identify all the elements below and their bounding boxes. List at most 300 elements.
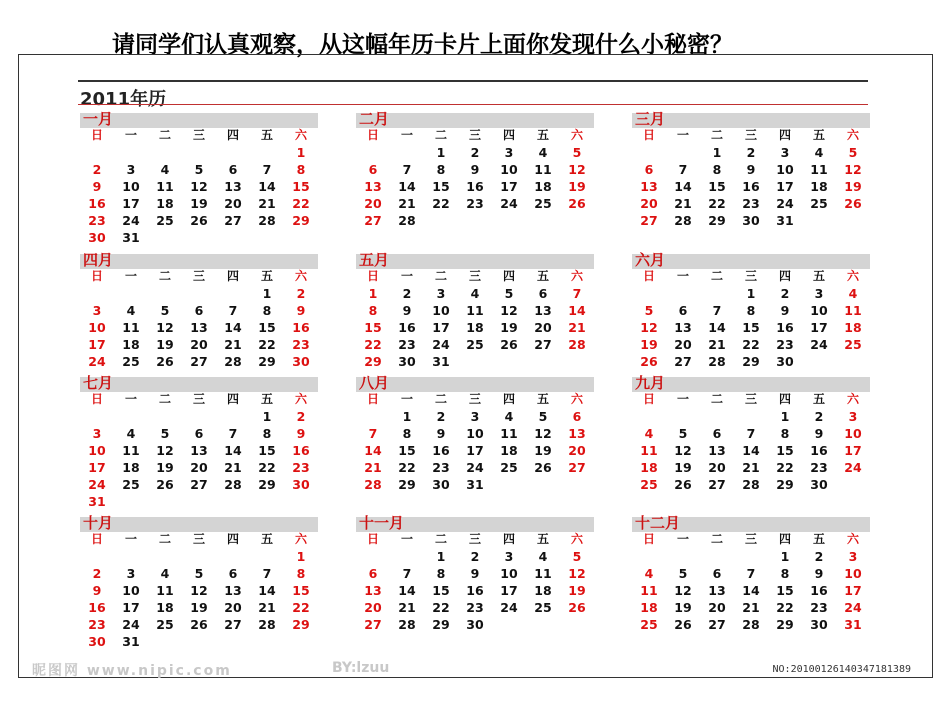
empty-cell	[182, 285, 216, 302]
day-cell: 11	[640, 443, 658, 458]
day-cell: 9	[470, 566, 480, 581]
day-cell: 18	[810, 179, 828, 194]
day-cell: 24	[844, 460, 862, 475]
weekday-label: 六	[570, 532, 583, 546]
day-cell: 1	[368, 286, 378, 301]
empty-cell	[700, 285, 734, 302]
weekday-label: 二	[158, 392, 171, 406]
day-cell: 14	[742, 583, 760, 598]
day-cell: 12	[156, 320, 174, 335]
day-cell: 3	[126, 162, 136, 177]
day-cell: 4	[538, 549, 548, 564]
month-header	[356, 514, 594, 532]
weekday-label: 五	[812, 392, 825, 406]
day-cell: 12	[844, 162, 862, 177]
day-cell: 15	[292, 179, 310, 194]
empty-cell	[148, 548, 182, 565]
day-cell: 1	[262, 286, 272, 301]
day-cell: 15	[776, 443, 794, 458]
day-cell: 26	[568, 196, 586, 211]
day-cell: 1	[296, 145, 306, 160]
day-cell: 24	[432, 337, 450, 352]
weekday-label: 三	[468, 269, 481, 283]
weekday-label: 一	[400, 128, 413, 142]
day-cell: 1	[436, 549, 446, 564]
day-cell: 17	[844, 583, 862, 598]
weekday-label: 六	[846, 128, 859, 142]
day-cell: 16	[466, 583, 484, 598]
day-cell: 11	[810, 162, 828, 177]
day-cell: 25	[466, 337, 484, 352]
day-cell: 18	[156, 196, 174, 211]
day-cell: 3	[436, 286, 446, 301]
weekday-label: 二	[710, 269, 723, 283]
day-cell: 16	[432, 443, 450, 458]
day-cell: 23	[810, 460, 828, 475]
weekday-label: 二	[710, 532, 723, 546]
day-cell: 29	[292, 213, 310, 228]
weekday-label: 三	[468, 128, 481, 142]
day-cell: 22	[708, 196, 726, 211]
day-cell: 13	[190, 443, 208, 458]
day-cell: 28	[258, 617, 276, 632]
day-cell: 28	[398, 617, 416, 632]
day-cell: 21	[742, 600, 760, 615]
weekday-label: 六	[570, 392, 583, 406]
empty-cell	[666, 144, 700, 161]
month-header	[80, 110, 318, 128]
day-cell: 28	[224, 354, 242, 369]
day-cell: 20	[568, 443, 586, 458]
weekday-label: 三	[192, 392, 205, 406]
day-cell: 26	[674, 617, 692, 632]
weekday-label: 二	[434, 128, 447, 142]
weekday-label: 一	[676, 532, 689, 546]
weekday-label: 三	[744, 532, 757, 546]
empty-cell	[632, 548, 666, 565]
weekday-label: 四	[226, 128, 239, 142]
month-header	[356, 110, 594, 128]
empty-cell	[114, 408, 148, 425]
day-cell: 20	[190, 460, 208, 475]
month-name: 二月	[359, 110, 390, 128]
day-cell: 16	[88, 600, 106, 615]
day-cell: 11	[466, 303, 484, 318]
day-cell: 6	[538, 286, 548, 301]
day-cell: 3	[126, 566, 136, 581]
month-block	[356, 514, 594, 647]
day-cell: 15	[364, 320, 382, 335]
weekday-label: 二	[158, 269, 171, 283]
day-cell: 26	[500, 337, 518, 352]
day-cell: 10	[88, 443, 106, 458]
month-block	[356, 110, 594, 243]
weekday-label: 三	[744, 128, 757, 142]
weekday-label: 五	[260, 128, 273, 142]
day-cell: 2	[814, 549, 824, 564]
weekday-label: 三	[468, 532, 481, 546]
day-cell: 22	[292, 196, 310, 211]
empty-cell	[80, 285, 114, 302]
day-cell: 27	[708, 477, 726, 492]
weekday-label: 二	[710, 128, 723, 142]
day-cell: 4	[126, 303, 136, 318]
weekday-label: 五	[260, 532, 273, 546]
day-cell: 1	[296, 549, 306, 564]
day-cell: 24	[500, 196, 518, 211]
day-cell: 3	[848, 409, 858, 424]
weekday-label: 一	[124, 392, 137, 406]
weekday-label: 五	[536, 392, 549, 406]
day-cell: 15	[258, 320, 276, 335]
day-cell: 22	[364, 337, 382, 352]
day-cell: 10	[88, 320, 106, 335]
weekday-label: 六	[570, 128, 583, 142]
day-cell: 7	[368, 426, 378, 441]
day-cell: 12	[674, 443, 692, 458]
day-cell: 24	[88, 354, 106, 369]
day-cell: 6	[712, 426, 722, 441]
day-cell: 16	[292, 443, 310, 458]
day-cell: 29	[292, 617, 310, 632]
day-cell: 12	[500, 303, 518, 318]
day-cell: 21	[258, 196, 276, 211]
empty-cell	[390, 144, 424, 161]
day-cell: 10	[844, 566, 862, 581]
day-cell: 3	[504, 549, 514, 564]
day-cell: 5	[194, 162, 204, 177]
day-cell: 4	[848, 286, 858, 301]
question-text: 请同学们认真观察，从这幅年历卡片上面你发现什么小秘密？	[112, 32, 733, 58]
day-cell: 4	[470, 286, 480, 301]
month-block	[80, 110, 318, 245]
day-cell: 15	[742, 320, 760, 335]
day-cell: 25	[534, 196, 552, 211]
day-cell: 13	[224, 583, 242, 598]
weekday-label: 四	[778, 392, 791, 406]
month-name: 九月	[635, 374, 666, 392]
day-cell: 18	[500, 443, 518, 458]
day-cell: 6	[712, 566, 722, 581]
day-grid	[632, 391, 870, 493]
day-cell: 29	[708, 213, 726, 228]
day-cell: 2	[402, 286, 412, 301]
day-cell: 13	[364, 179, 382, 194]
empty-cell	[666, 408, 700, 425]
day-cell: 16	[776, 320, 794, 335]
day-cell: 30	[292, 477, 310, 492]
day-cell: 21	[674, 196, 692, 211]
weekday-label: 日	[642, 269, 655, 283]
day-cell: 10	[432, 303, 450, 318]
day-cell: 14	[674, 179, 692, 194]
day-cell: 17	[88, 460, 106, 475]
day-cell: 3	[504, 145, 514, 160]
day-cell: 10	[122, 583, 140, 598]
day-cell: 2	[814, 409, 824, 424]
day-cell: 9	[436, 426, 446, 441]
day-grid	[632, 127, 870, 229]
weekday-label: 六	[294, 392, 307, 406]
day-cell: 23	[88, 213, 106, 228]
empty-cell	[356, 548, 390, 565]
day-cell: 8	[262, 303, 272, 318]
day-cell: 11	[500, 426, 518, 441]
weekday-label: 六	[570, 269, 583, 283]
day-cell: 25	[810, 196, 828, 211]
day-cell: 23	[742, 196, 760, 211]
day-cell: 9	[814, 426, 824, 441]
empty-cell	[632, 408, 666, 425]
day-cell: 30	[776, 354, 794, 369]
month-name: 四月	[83, 251, 114, 269]
day-cell: 9	[92, 583, 102, 598]
weekday-label: 一	[676, 269, 689, 283]
day-cell: 17	[500, 583, 518, 598]
day-cell: 4	[126, 426, 136, 441]
empty-cell	[182, 408, 216, 425]
empty-cell	[356, 144, 390, 161]
title-rule	[78, 80, 868, 82]
day-cell: 20	[708, 460, 726, 475]
day-cell: 8	[436, 566, 446, 581]
weekday-label: 六	[846, 269, 859, 283]
weekday-label: 六	[846, 532, 859, 546]
day-cell: 19	[500, 320, 518, 335]
day-cell: 31	[432, 354, 450, 369]
day-cell: 11	[156, 179, 174, 194]
day-cell: 12	[190, 179, 208, 194]
day-cell: 14	[258, 179, 276, 194]
weekday-label: 五	[812, 532, 825, 546]
day-cell: 2	[296, 286, 306, 301]
day-cell: 13	[674, 320, 692, 335]
day-cell: 29	[776, 617, 794, 632]
day-cell: 28	[258, 213, 276, 228]
weekday-label: 日	[366, 269, 379, 283]
day-cell: 28	[398, 213, 416, 228]
day-cell: 8	[296, 162, 306, 177]
day-cell: 5	[848, 145, 858, 160]
title-underline	[78, 104, 868, 105]
weekday-label: 日	[366, 392, 379, 406]
empty-cell	[356, 408, 390, 425]
day-cell: 30	[810, 617, 828, 632]
day-cell: 25	[844, 337, 862, 352]
day-cell: 2	[296, 409, 306, 424]
calendar-title: 2011年历	[80, 89, 167, 110]
day-cell: 12	[674, 583, 692, 598]
day-cell: 24	[88, 477, 106, 492]
day-cell: 17	[776, 179, 794, 194]
day-cell: 4	[644, 566, 654, 581]
day-cell: 20	[708, 600, 726, 615]
day-cell: 22	[432, 196, 450, 211]
day-cell: 20	[364, 600, 382, 615]
day-cell: 6	[368, 566, 378, 581]
day-grid	[80, 531, 318, 650]
day-cell: 26	[190, 213, 208, 228]
day-cell: 17	[88, 337, 106, 352]
weekday-label: 三	[468, 392, 481, 406]
month-name: 十二月	[635, 514, 681, 532]
serial-number: NO:20100126140347181389	[772, 664, 911, 675]
weekday-label: 三	[192, 269, 205, 283]
day-cell: 5	[678, 426, 688, 441]
day-cell: 4	[814, 145, 824, 160]
day-cell: 3	[814, 286, 824, 301]
day-cell: 3	[848, 549, 858, 564]
weekday-label: 六	[846, 392, 859, 406]
day-grid	[80, 391, 318, 510]
day-cell: 1	[402, 409, 412, 424]
day-cell: 31	[122, 230, 140, 245]
empty-cell	[216, 285, 250, 302]
day-cell: 7	[572, 286, 582, 301]
day-cell: 15	[776, 583, 794, 598]
day-cell: 14	[224, 443, 242, 458]
weekday-label: 四	[502, 128, 515, 142]
empty-cell	[666, 285, 700, 302]
weekday-label: 六	[294, 269, 307, 283]
day-cell: 29	[776, 477, 794, 492]
day-cell: 8	[262, 426, 272, 441]
day-cell: 31	[88, 494, 106, 509]
day-cell: 1	[780, 409, 790, 424]
weekday-label: 三	[192, 128, 205, 142]
day-cell: 16	[810, 443, 828, 458]
empty-cell	[734, 548, 768, 565]
day-cell: 30	[88, 634, 106, 649]
day-cell: 7	[402, 566, 412, 581]
day-cell: 13	[568, 426, 586, 441]
day-cell: 5	[504, 286, 514, 301]
month-name: 八月	[359, 374, 390, 392]
day-cell: 9	[402, 303, 412, 318]
day-cell: 6	[228, 566, 238, 581]
day-cell: 19	[674, 600, 692, 615]
day-cell: 24	[122, 617, 140, 632]
day-cell: 17	[122, 196, 140, 211]
day-grid	[80, 268, 318, 370]
day-cell: 23	[776, 337, 794, 352]
day-cell: 5	[572, 145, 582, 160]
day-cell: 2	[436, 409, 446, 424]
day-cell: 12	[190, 583, 208, 598]
day-cell: 2	[470, 549, 480, 564]
day-cell: 29	[258, 354, 276, 369]
day-cell: 5	[160, 426, 170, 441]
day-cell: 21	[742, 460, 760, 475]
day-cell: 23	[432, 460, 450, 475]
day-cell: 29	[364, 354, 382, 369]
day-cell: 20	[364, 196, 382, 211]
empty-cell	[182, 144, 216, 161]
day-cell: 3	[92, 303, 102, 318]
day-cell: 6	[572, 409, 582, 424]
empty-cell	[700, 408, 734, 425]
empty-cell	[216, 408, 250, 425]
day-grid	[632, 268, 870, 370]
day-cell: 5	[678, 566, 688, 581]
day-cell: 26	[568, 600, 586, 615]
day-cell: 20	[534, 320, 552, 335]
day-cell: 19	[190, 600, 208, 615]
day-cell: 22	[742, 337, 760, 352]
watermark: 昵图网 www.nipic.com	[32, 663, 232, 679]
day-cell: 7	[262, 566, 272, 581]
day-cell: 4	[160, 566, 170, 581]
day-cell: 18	[844, 320, 862, 335]
weekday-label: 二	[434, 392, 447, 406]
empty-cell	[114, 285, 148, 302]
day-cell: 4	[160, 162, 170, 177]
day-cell: 27	[364, 617, 382, 632]
weekday-label: 四	[502, 532, 515, 546]
day-cell: 18	[640, 600, 658, 615]
day-cell: 17	[122, 600, 140, 615]
day-cell: 22	[776, 460, 794, 475]
day-cell: 12	[568, 162, 586, 177]
day-cell: 13	[364, 583, 382, 598]
day-grid	[80, 127, 318, 246]
day-cell: 26	[674, 477, 692, 492]
day-cell: 19	[156, 460, 174, 475]
day-cell: 25	[156, 213, 174, 228]
weekday-label: 四	[226, 269, 239, 283]
empty-cell	[632, 144, 666, 161]
day-cell: 9	[746, 162, 756, 177]
day-cell: 2	[746, 145, 756, 160]
day-cell: 27	[708, 617, 726, 632]
day-cell: 6	[228, 162, 238, 177]
day-cell: 13	[708, 583, 726, 598]
weekday-label: 一	[400, 392, 413, 406]
day-cell: 27	[568, 460, 586, 475]
day-cell: 17	[466, 443, 484, 458]
weekday-label: 四	[778, 128, 791, 142]
month-header	[632, 514, 870, 532]
day-cell: 27	[224, 213, 242, 228]
weekday-label: 日	[642, 532, 655, 546]
weekday-label: 日	[366, 128, 379, 142]
day-cell: 10	[500, 566, 518, 581]
day-cell: 2	[470, 145, 480, 160]
day-cell: 7	[402, 162, 412, 177]
empty-cell	[250, 548, 284, 565]
day-cell: 29	[398, 477, 416, 492]
weekday-label: 五	[812, 269, 825, 283]
day-cell: 10	[466, 426, 484, 441]
day-cell: 19	[534, 443, 552, 458]
day-cell: 8	[296, 566, 306, 581]
day-cell: 8	[436, 162, 446, 177]
day-cell: 23	[466, 600, 484, 615]
month-block	[356, 251, 594, 384]
day-cell: 12	[568, 566, 586, 581]
day-cell: 18	[640, 460, 658, 475]
day-cell: 8	[402, 426, 412, 441]
day-cell: 21	[364, 460, 382, 475]
day-cell: 10	[776, 162, 794, 177]
day-cell: 6	[368, 162, 378, 177]
day-cell: 8	[746, 303, 756, 318]
day-cell: 7	[746, 566, 756, 581]
day-cell: 13	[708, 443, 726, 458]
day-cell: 24	[810, 337, 828, 352]
day-cell: 16	[292, 320, 310, 335]
month-name: 六月	[635, 251, 666, 269]
